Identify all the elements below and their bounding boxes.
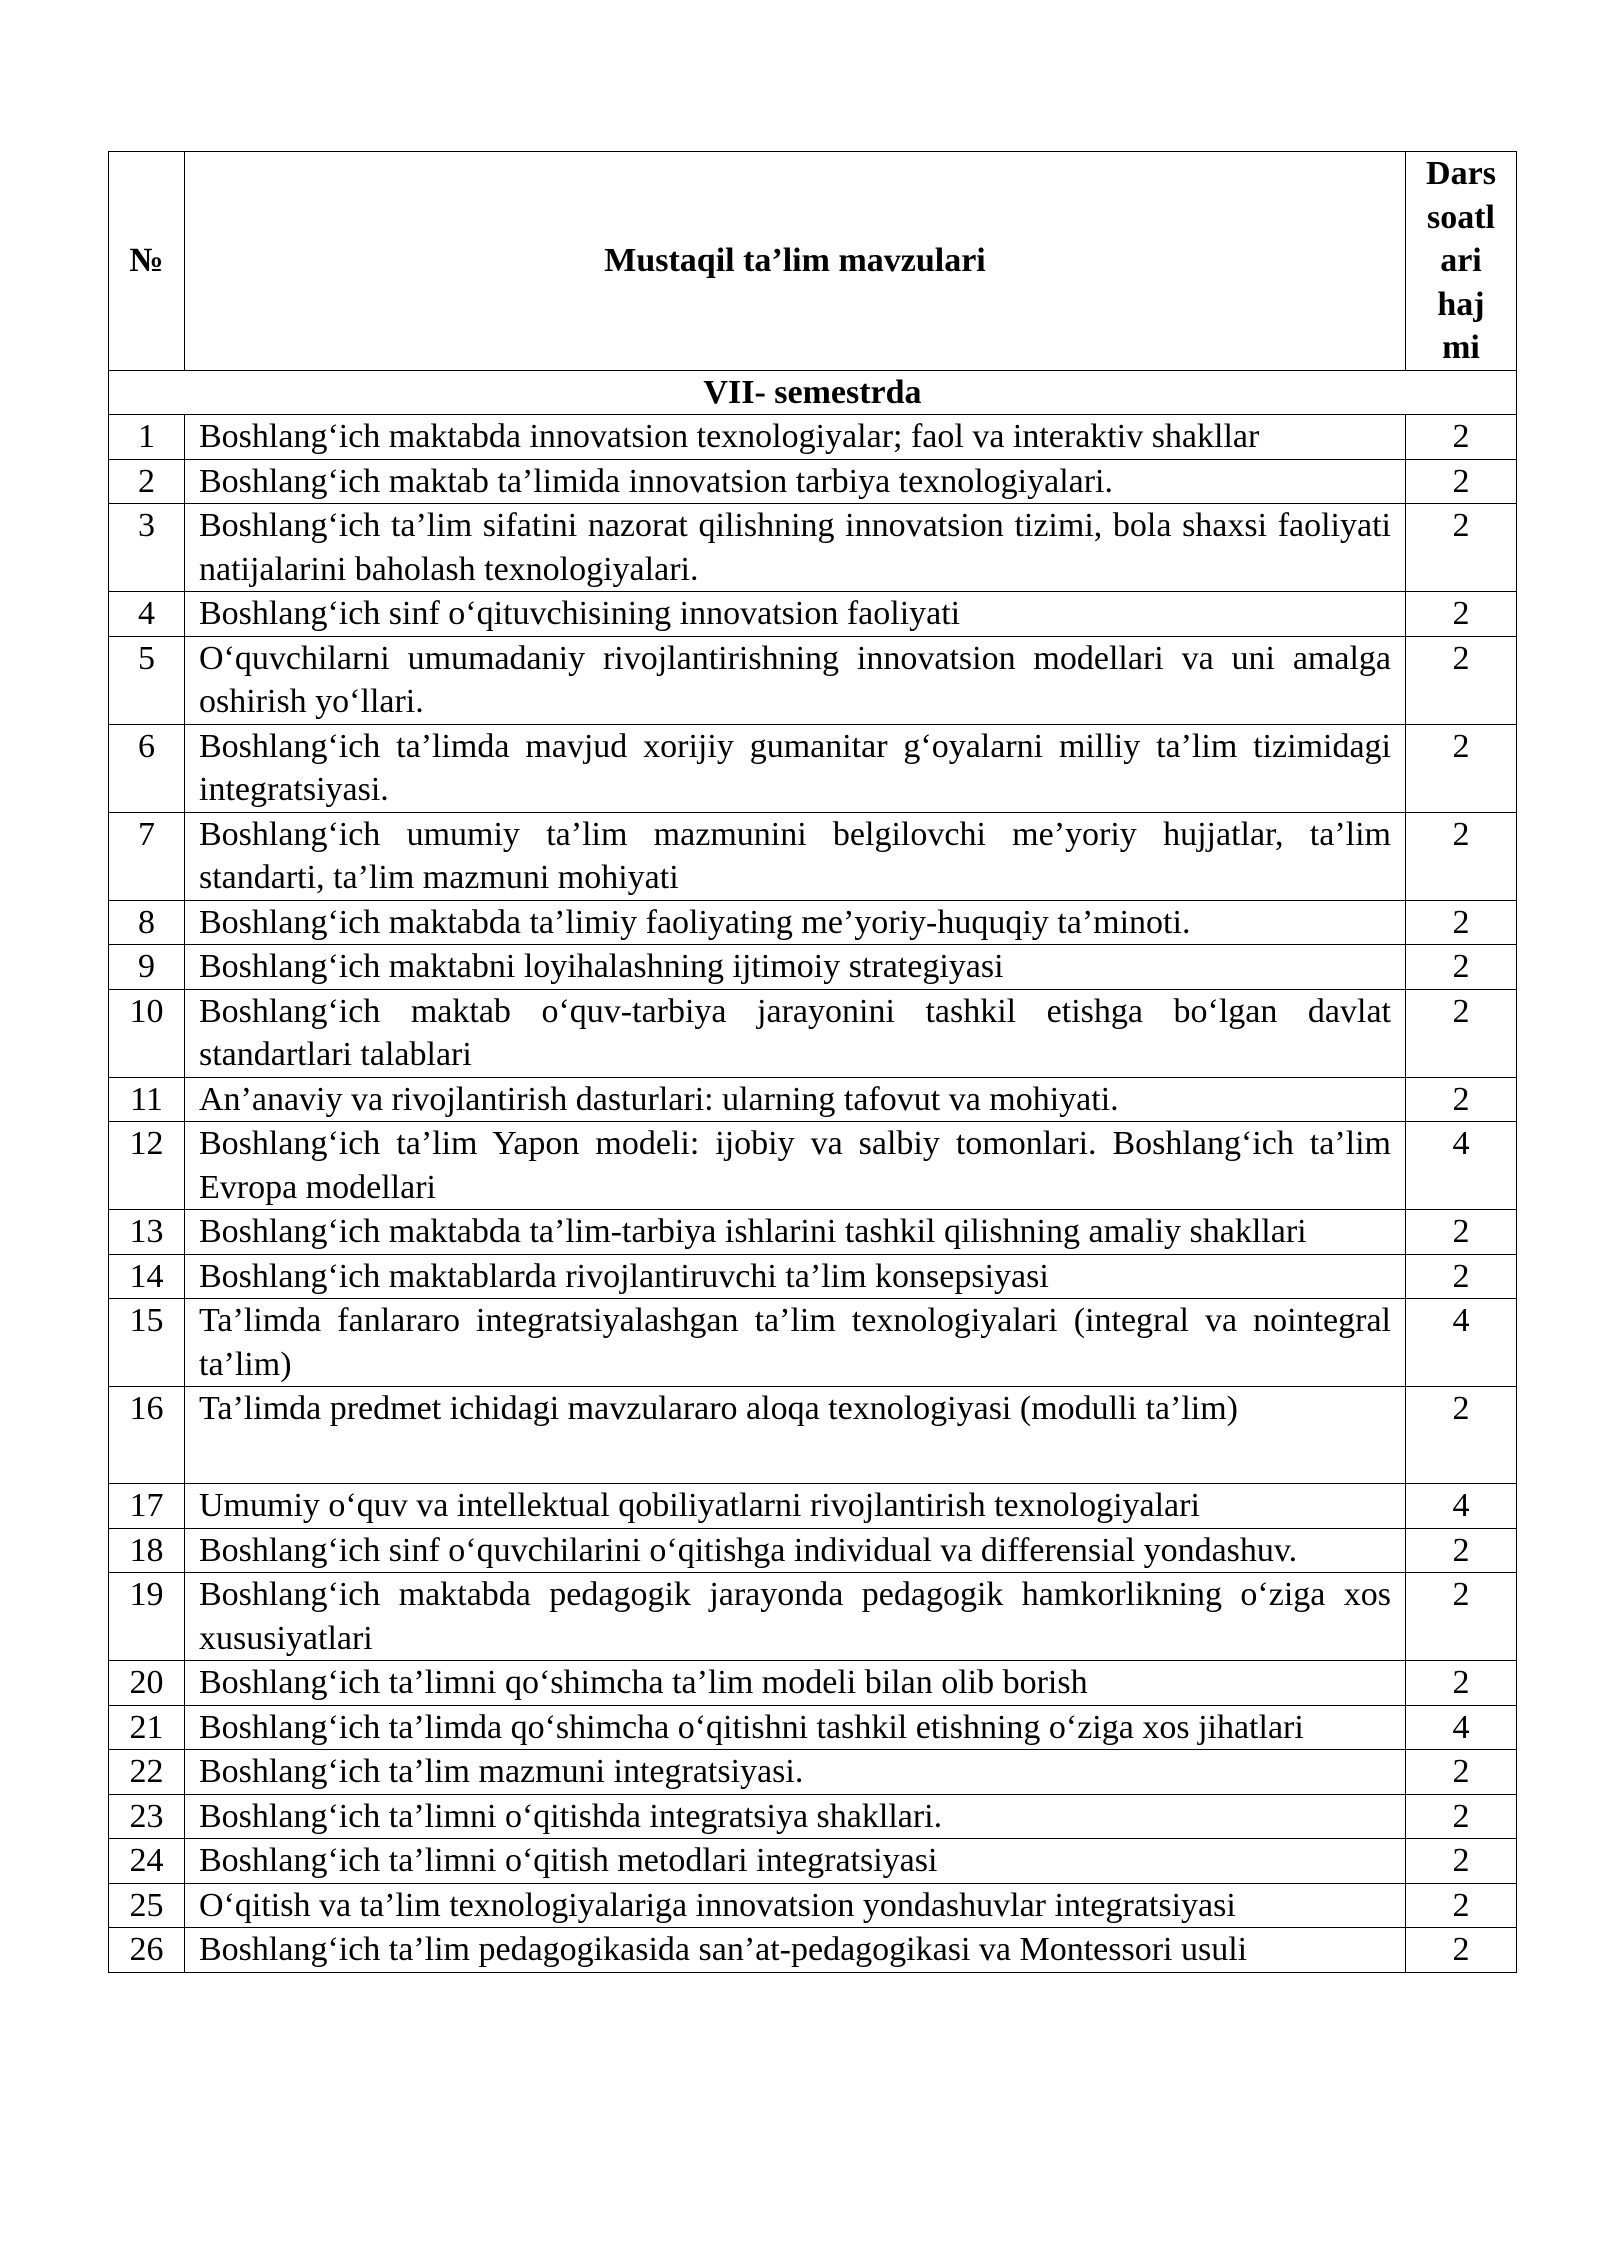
row-hours: 2 (1406, 1661, 1517, 1706)
row-number: 25 (109, 1883, 185, 1928)
row-number: 1 (109, 415, 185, 460)
row-hours: 2 (1406, 1883, 1517, 1928)
row-hours: 2 (1406, 900, 1517, 945)
row-hours: 2 (1406, 945, 1517, 990)
row-number: 2 (109, 459, 185, 504)
table-row (109, 900, 1517, 945)
table-row (109, 989, 1517, 1077)
row-number: 26 (109, 1928, 185, 1973)
table-row (109, 1122, 1517, 1210)
row-number: 22 (109, 1750, 185, 1795)
row-number: 19 (109, 1573, 185, 1661)
row-number: 24 (109, 1839, 185, 1884)
table-row (109, 1387, 1517, 1484)
row-topic: Boshlang‘ich umumiy ta’lim mazmunini belgilovchi me’yoriy hujjatlar, ta’lim standarti, ta’lim mazmuni mohiyati (185, 812, 1406, 900)
independent-study-topics-table (108, 151, 1517, 1973)
semester-label: VII- semestrda (109, 370, 1517, 415)
row-topic: Boshlang‘ich maktabda ta’limiy faoliyating me’yoriy-huquqiy ta’minoti. (185, 900, 1406, 945)
row-number: 8 (109, 900, 185, 945)
row-topic: Boshlang‘ich sinf o‘qituvchisining innovatsion faoliyati (185, 592, 1406, 637)
header-number: № (109, 152, 185, 371)
row-topic: Boshlang‘ich ta’limda qo‘shimcha o‘qitishni tashkil etishning o‘ziga xos jihatlari (185, 1705, 1406, 1750)
table-row (109, 945, 1517, 990)
row-topic: Boshlang‘ich sinf o‘quvchilarini o‘qitishga individual va differensial yondashuv. (185, 1528, 1406, 1573)
table-row (109, 1661, 1517, 1706)
row-topic: O‘qitish va ta’lim texnologiyalariga innovatsion yondashuvlar integratsiyasi (185, 1883, 1406, 1928)
row-hours: 2 (1406, 1387, 1517, 1484)
row-topic: Boshlang‘ich ta’lim Yapon modeli: ijobiy va salbiy tomonlari. Boshlang‘ich ta’lim Evropa modellari (185, 1122, 1406, 1210)
row-hours: 2 (1406, 1573, 1517, 1661)
row-number: 13 (109, 1210, 185, 1255)
table-row (109, 459, 1517, 504)
topics-table-container (108, 151, 1516, 1973)
row-topic: An’anaviy va rivojlantirish dasturlari: ularning tafovut va mohiyati. (185, 1077, 1406, 1122)
table-row (109, 415, 1517, 460)
row-hours: 4 (1406, 1484, 1517, 1529)
row-hours: 2 (1406, 989, 1517, 1077)
row-hours: 2 (1406, 1794, 1517, 1839)
row-hours: 4 (1406, 1705, 1517, 1750)
table-header-row (109, 152, 1517, 371)
table-row (109, 1705, 1517, 1750)
row-number: 16 (109, 1387, 185, 1484)
row-number: 21 (109, 1705, 185, 1750)
row-number: 12 (109, 1122, 185, 1210)
row-topic: Boshlang‘ich ta’lim sifatini nazorat qilishning innovatsion tizimi, bola shaxsi faoliyati natijalarini baholash texnologiyalari. (185, 504, 1406, 592)
row-topic: Boshlang‘ich ta’limda mavjud xorijiy gumanitar g‘oyalarni milliy ta’lim tizimidagi integratsiyasi. (185, 724, 1406, 812)
row-topic: Boshlang‘ich ta’limni o‘qitishda integratsiya shakllari. (185, 1794, 1406, 1839)
table-row (109, 1928, 1517, 1973)
table-row (109, 636, 1517, 724)
row-topic: Umumiy o‘quv va intellektual qobiliyatlarni rivojlantirish texnologiyalari (185, 1484, 1406, 1529)
row-topic: Boshlang‘ich maktabda ta’lim-tarbiya ishlarini tashkil qilishning amaliy shakllari (185, 1210, 1406, 1255)
header-topic: Mustaqil ta’lim mavzulari (185, 152, 1406, 371)
table-row (109, 1077, 1517, 1122)
row-number: 18 (109, 1528, 185, 1573)
row-hours: 2 (1406, 724, 1517, 812)
row-hours: 2 (1406, 1528, 1517, 1573)
table-row (109, 1254, 1517, 1299)
table-row (109, 504, 1517, 592)
table-row (109, 1839, 1517, 1884)
row-hours: 4 (1406, 1122, 1517, 1210)
row-hours: 2 (1406, 1750, 1517, 1795)
row-number: 20 (109, 1661, 185, 1706)
row-hours: 2 (1406, 636, 1517, 724)
row-hours: 2 (1406, 1210, 1517, 1255)
row-number: 23 (109, 1794, 185, 1839)
row-topic: Ta’limda fanlararo integratsiyalashgan ta’lim texnologiyalari (integral va nointegral ta’lim) (185, 1299, 1406, 1387)
table-row (109, 1484, 1517, 1529)
row-number: 10 (109, 989, 185, 1077)
row-hours: 2 (1406, 459, 1517, 504)
row-topic: Boshlang‘ich maktabda innovatsion texnologiyalar; faol va interaktiv shakllar (185, 415, 1406, 460)
row-number: 14 (109, 1254, 185, 1299)
row-number: 7 (109, 812, 185, 900)
row-hours: 2 (1406, 415, 1517, 460)
row-number: 4 (109, 592, 185, 637)
row-hours: 2 (1406, 1077, 1517, 1122)
row-topic: Boshlang‘ich ta’limni qo‘shimcha ta’lim modeli bilan olib borish (185, 1661, 1406, 1706)
row-topic: Boshlang‘ich maktablarda rivojlantiruvchi ta’lim konsepsiyasi (185, 1254, 1406, 1299)
table-row (109, 592, 1517, 637)
table-row (109, 1794, 1517, 1839)
row-number: 11 (109, 1077, 185, 1122)
row-hours: 2 (1406, 1928, 1517, 1973)
row-topic: Boshlang‘ich maktab o‘quv-tarbiya jarayonini tashkil etishga bo‘lgan davlat standartlari talablari (185, 989, 1406, 1077)
row-topic: Boshlang‘ich maktabda pedagogik jarayonda pedagogik hamkorlikning o‘ziga xos xususiyatlari (185, 1573, 1406, 1661)
row-hours: 4 (1406, 1299, 1517, 1387)
semester-row (109, 370, 1517, 415)
row-topic: Boshlang‘ich ta’lim mazmuni integratsiyasi. (185, 1750, 1406, 1795)
row-number: 9 (109, 945, 185, 990)
row-topic: Boshlang‘ich ta’lim pedagogikasida san’at-pedagogikasi va Montessori usuli (185, 1928, 1406, 1973)
row-hours: 2 (1406, 1254, 1517, 1299)
table-row (109, 1883, 1517, 1928)
row-number: 5 (109, 636, 185, 724)
row-topic: Boshlang‘ich maktab ta’limida innovatsion tarbiya texnologiyalari. (185, 459, 1406, 504)
row-topic: Boshlang‘ich ta’limni o‘qitish metodlari integratsiyasi (185, 1839, 1406, 1884)
table-row (109, 1750, 1517, 1795)
table-row (109, 1528, 1517, 1573)
row-hours: 2 (1406, 504, 1517, 592)
table-row (109, 1210, 1517, 1255)
row-topic: Boshlang‘ich maktabni loyihalashning ijtimoiy strategiyasi (185, 945, 1406, 990)
table-row (109, 1299, 1517, 1387)
header-hours: Dars soatl ari haj mi (1406, 152, 1517, 371)
row-number: 17 (109, 1484, 185, 1529)
row-topic: O‘quvchilarni umumadaniy rivojlantirishning innovatsion modellari va uni amalga oshirish yo‘llari. (185, 636, 1406, 724)
row-topic: Ta’limda predmet ichidagi mavzulararo aloqa texnologiyasi (modulli ta’lim) (185, 1387, 1406, 1484)
row-hours: 2 (1406, 592, 1517, 637)
row-number: 3 (109, 504, 185, 592)
row-number: 15 (109, 1299, 185, 1387)
table-row (109, 1573, 1517, 1661)
table-row (109, 724, 1517, 812)
row-hours: 2 (1406, 812, 1517, 900)
row-hours: 2 (1406, 1839, 1517, 1884)
table-row (109, 812, 1517, 900)
row-number: 6 (109, 724, 185, 812)
